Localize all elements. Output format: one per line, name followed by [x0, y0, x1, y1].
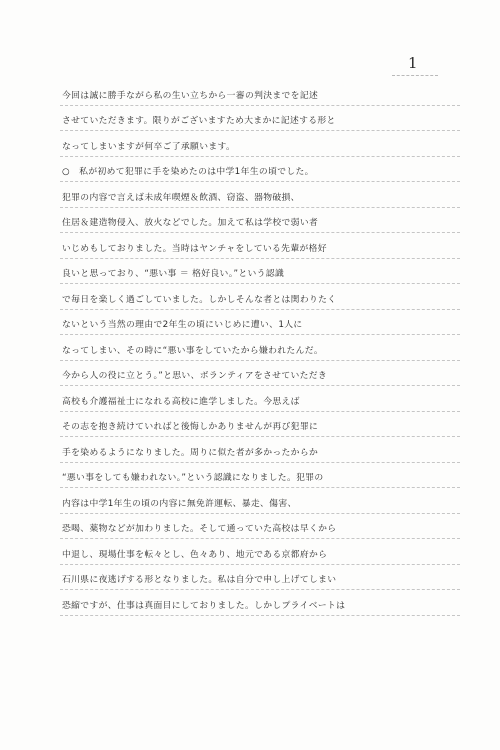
handwritten-line-text: 今回は誠に勝手ながら私の生い立ちから一審の判決までを記述 [62, 90, 319, 101]
handwritten-line-text: 手を染めるようになりました。周りに似た者が多かったからか [62, 447, 319, 458]
handwritten-line-text: 中退し、現場仕事を転々とし、色々あり、地元である京都府から [62, 549, 328, 560]
ruled-line [60, 233, 460, 259]
ruled-line [60, 437, 460, 463]
ruled-text-lines [60, 80, 460, 616]
handwritten-line-text: 恐縮ですが、仕事は真面目にしておりました。しかしプライベートは [62, 600, 346, 611]
ruled-line [60, 106, 460, 132]
page-number: 1 [408, 54, 418, 72]
handwritten-line-text: ないという当然の理由で2年生の頃にいじめに遭い、1人に [62, 320, 303, 330]
ruled-line [60, 80, 460, 106]
handwritten-line-text: ○ 私が初めて犯罪に手を染めたのは中学1年生の頃でした。 [62, 167, 314, 177]
handwritten-line-text: させていただきます。限りがございますため大まかに記述する形と [62, 116, 336, 126]
handwritten-line-text: 石川県に夜逃げする形となりました。私は自分で申し上げてしまい [62, 575, 337, 585]
ruled-line [60, 335, 460, 361]
ruled-line [60, 259, 460, 285]
handwritten-line-text: 犯罪の内容で言えば未成年喫煙＆飲酒、窃盗、器物破損、 [62, 192, 300, 203]
handwritten-line-text: 住居＆建造物侵入、放火などでした。加えて私は学校で弱い者 [62, 218, 319, 228]
handwritten-line-text: 内容は中学1年生の頃の内容に無免許運転、暴走、傷害、 [62, 498, 297, 509]
handwritten-line-text: なってしまい、その時に“悪い事をしていたから嫌われたんだ。 [62, 345, 324, 356]
page-number-rule [392, 75, 438, 76]
ruled-line [60, 386, 460, 412]
handwritten-line-text: 恐喝、薬物などが加わりました。そして通っていた高校は早くから [62, 524, 337, 534]
ruled-line [60, 361, 460, 387]
ruled-line [60, 488, 460, 514]
handwritten-line-text: いじめもしておりました。当時はヤンチャをしている先輩が格好 [62, 243, 327, 254]
handwritten-line-text: 今から人の役に立とう。”と思い、ボランティアをさせていただき [62, 371, 328, 381]
ruled-line [60, 565, 460, 591]
ruled-line [60, 514, 460, 540]
ruled-line [60, 539, 460, 565]
ruled-line [60, 182, 460, 208]
ruled-line [60, 590, 460, 616]
ruled-line [60, 412, 460, 438]
ruled-line [60, 463, 460, 489]
handwritten-line-text: で毎日を楽しく過ごしていました。しかしそんな者とは関わりたく [62, 294, 337, 305]
ruled-line [60, 208, 460, 234]
handwritten-line-text: なってしまいますが何卒ご了承願います。 [62, 141, 236, 152]
ruled-line [60, 157, 460, 183]
ruled-line [60, 284, 460, 310]
handwritten-line-text: “悪い事をしても嫌われない。”という認識になりました。犯罪の [62, 473, 324, 483]
ruled-line [60, 310, 460, 336]
ruled-line [60, 131, 460, 157]
handwritten-line-text: 良いと思っており、“悪い事 ＝ 格好良い。”という認識 [62, 269, 285, 279]
handwritten-line-text: 高校も介護福祉士になれる高校に進学しました。今思えば [62, 396, 300, 407]
handwritten-line-text: その志を抱き続けていればと後悔しかありませんが再び犯罪に [62, 422, 319, 432]
